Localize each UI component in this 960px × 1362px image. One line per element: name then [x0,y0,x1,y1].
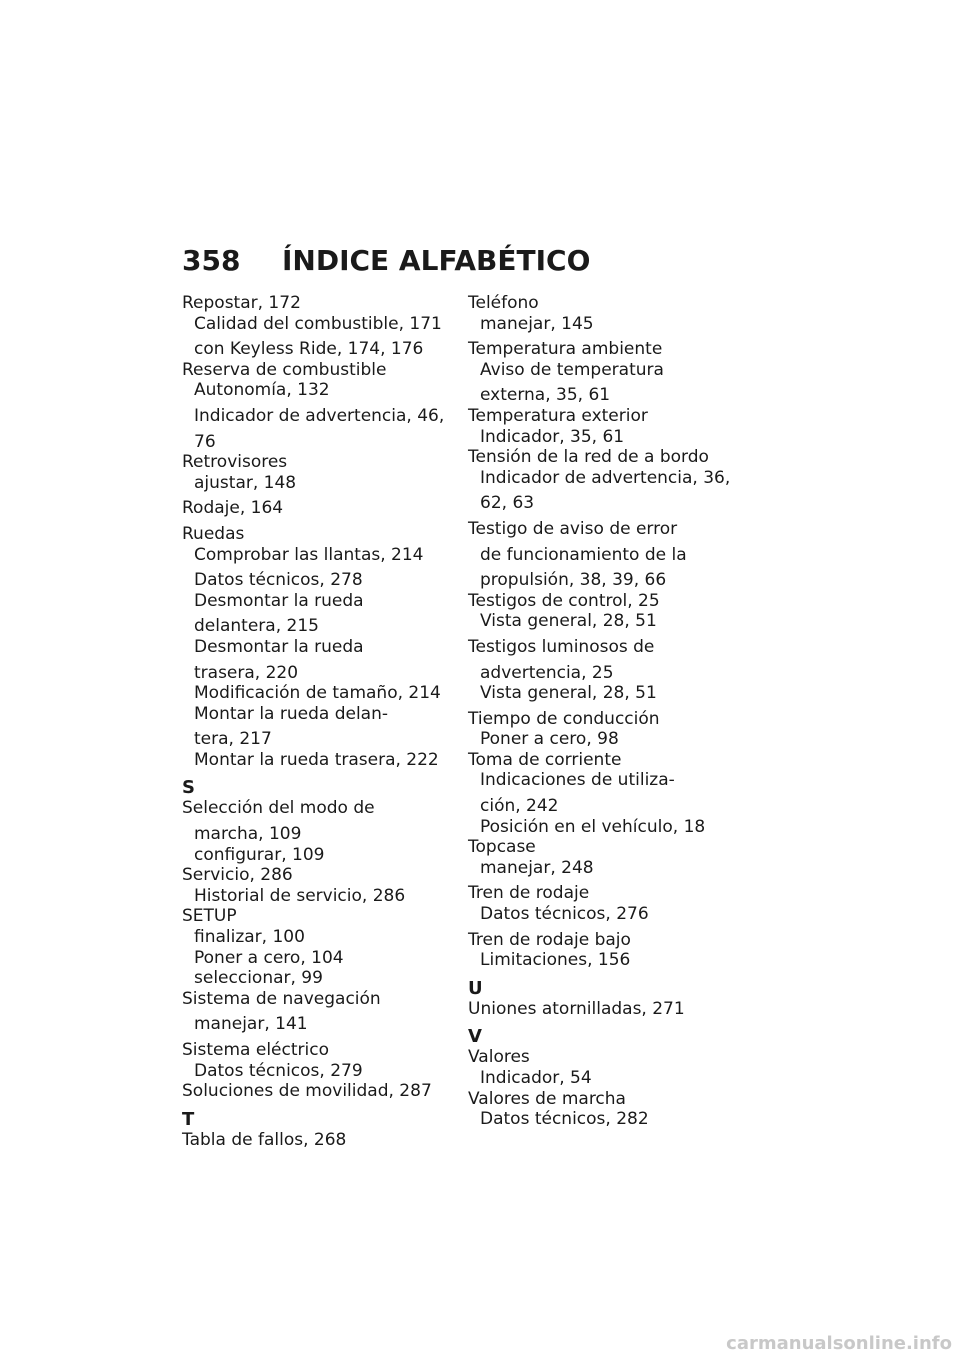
index-entry-continuation: externa, 35, 61 [480,385,611,406]
index-subentry: Indicaciones de utiliza- [480,770,675,791]
index-subentry: Posición en el vehículo, 18 [480,816,706,837]
section-letter: V [468,1026,482,1048]
index-subentry: ajustar, 148 [194,472,297,493]
index-entry: Reserva de combustible [182,359,387,380]
index-entry: Servicio, 286 [182,865,293,886]
index-entry: Toma de corriente [468,749,622,770]
index-entry-continuation: propulsión, 38, 39, 66 [480,570,667,591]
index-entry: Testigo de aviso de error [468,518,678,539]
index-subentry: Poner a cero, 98 [480,729,619,750]
index-subentry: manejar, 141 [194,1014,308,1035]
index-entry-continuation: de funcionamiento de la [480,544,687,565]
index-entry: Retrovisores [182,452,288,473]
index-subentry: Datos técnicos, 282 [480,1109,649,1130]
index-entry: Tiempo de conducción [468,708,660,729]
index-entry: Teléfono [468,293,539,313]
index-subentry: seleccionar, 99 [194,968,323,989]
index-entry: Valores de marcha [468,1088,626,1109]
page-number: 358 [182,244,241,277]
index-subentry: Aviso de temperatura [480,359,664,380]
section-letter: S [182,777,195,799]
index-entry: Soluciones de movilidad, 287 [182,1081,432,1102]
page-title: ÍNDICE ALFABÉTICO [282,244,591,277]
index-subentry: Limitaciones, 156 [480,950,631,971]
index-entry: Sistema eléctrico [182,1040,329,1060]
index-subentry: Indicador, 54 [480,1068,592,1088]
index-entry: Ruedas [182,523,245,544]
index-entry: Testigos luminosos de [468,636,655,657]
index-entry-continuation: advertencia, 25 [480,662,614,683]
index-subentry: Autonomía, 132 [194,380,330,401]
index-entry: Tren de rodaje [468,883,590,904]
index-entry-continuation: marcha, 109 [194,824,302,845]
index-subentry: Montar la rueda delan- [194,703,388,724]
index-subentry: Comprobar las llantas, 214 [194,544,424,565]
index-subentry: Desmontar la rueda [194,636,364,657]
index-subentry: con Keyless Ride, 174, 176 [194,339,424,360]
index-column-right [468,293,743,1130]
index-entry-continuation: trasera, 220 [194,662,299,683]
index-subentry: Calidad del combustible, 171 [194,313,442,334]
index-entry: Topcase [468,837,536,858]
index-subentry: manejar, 145 [480,313,594,334]
index-subentry: Montar la rueda trasera, 222 [194,749,439,770]
index-subentry: finalizar, 100 [194,927,305,948]
section-letter: U [468,977,483,999]
index-column-left [182,293,457,1150]
index-entry: Tren de rodaje bajo [468,929,631,950]
index-entry: Rodaje, 164 [182,498,284,519]
index-entry: Temperatura exterior [468,405,648,426]
index-entry: Valores [468,1047,530,1068]
index-subentry: manejar, 248 [480,857,594,878]
index-entry-continuation: 62, 63 [480,493,535,514]
index-subentry: Desmontar la rueda [194,590,364,611]
index-subentry: Historial de servicio, 286 [194,885,406,906]
watermark: carmanualsonline.info [726,1333,952,1354]
index-subentry: Datos técnicos, 278 [194,570,363,591]
index-subentry: Vista general, 28, 51 [480,683,657,704]
index-entry-continuation: ción, 242 [480,796,559,817]
index-subentry: Indicador de advertencia, 46, [194,405,445,426]
index-subentry: Indicador, 35, 61 [480,426,625,447]
index-entry-continuation: delantera, 215 [194,616,319,637]
index-subentry: Datos técnicos, 279 [194,1060,363,1081]
index-entry: Repostar, 172 [182,293,301,313]
index-subentry: Modificación de tamaño, 214 [194,683,441,704]
index-subentry: configurar, 109 [194,844,325,865]
index-entry: SETUP [182,906,237,927]
index-entry: Selección del modo de [182,798,375,819]
index-entry: Tabla de fallos, 268 [182,1129,347,1150]
index-subentry: Datos técnicos, 276 [480,904,649,925]
section-letter: T [182,1108,195,1130]
index-subentry: Poner a cero, 104 [194,947,344,968]
index-entry: Uniones atornilladas, 271 [468,998,685,1019]
index-entry: Tensión de la red de a bordo [468,447,709,468]
index-subentry: Indicador de advertencia, 36, [480,467,731,488]
index-entry: Sistema de navegación [182,988,381,1009]
index-entry: Temperatura ambiente [468,339,663,360]
index-entry: Testigos de control, 25 [468,590,660,611]
index-entry-continuation: tera, 217 [194,729,272,750]
index-subentry: Vista general, 28, 51 [480,611,657,632]
index-entry-continuation: 76 [194,431,216,452]
